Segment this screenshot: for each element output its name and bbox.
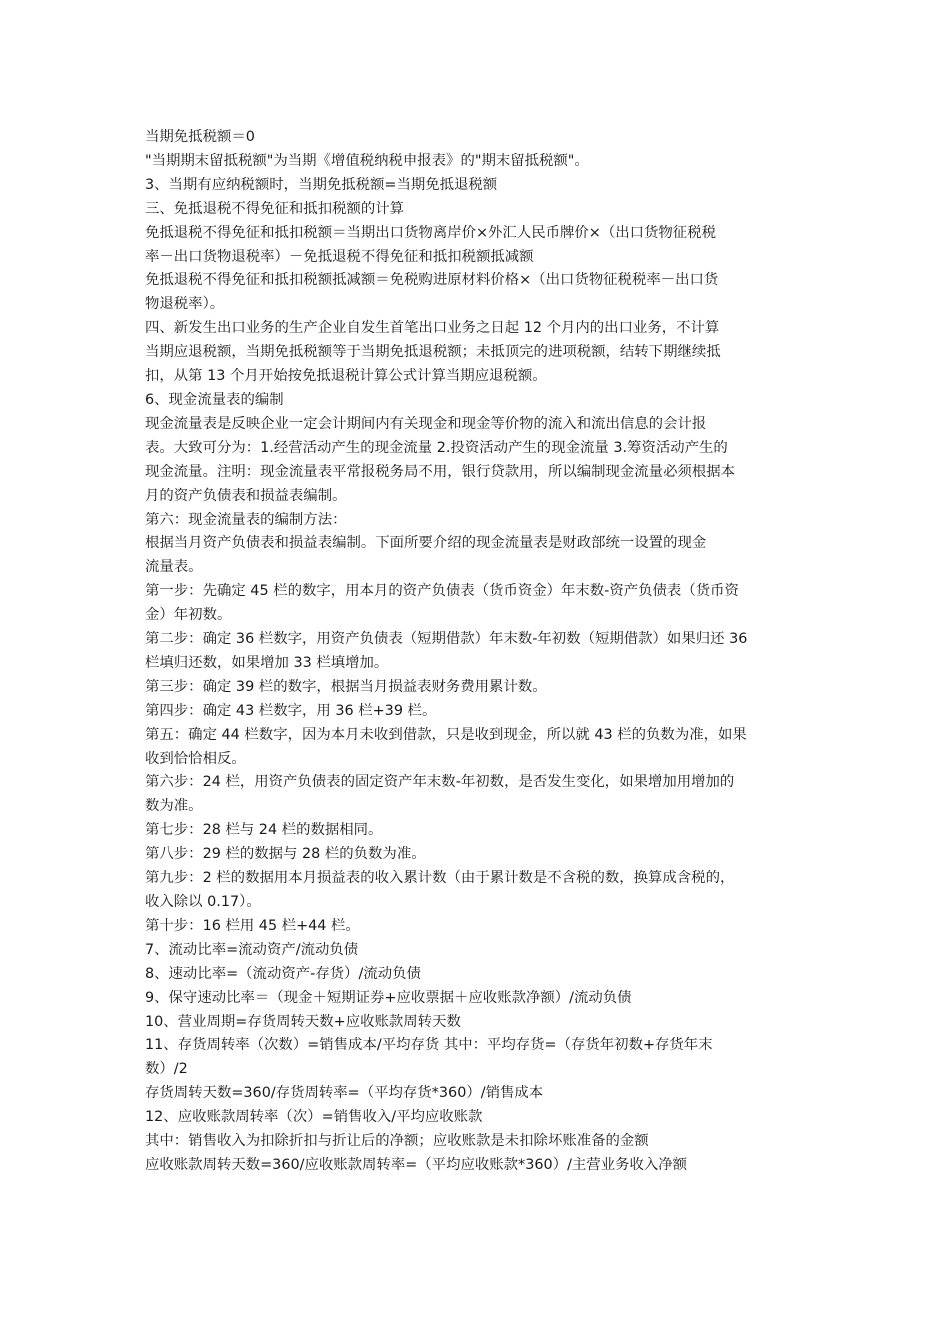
text-line: 第六步：24 栏，用资产负债表的固定资产年末数-年初数，是否发生变化，如果增加用增加的 bbox=[145, 774, 735, 791]
paragraph bbox=[145, 389, 813, 413]
paragraph bbox=[145, 771, 813, 819]
text-line: 数为准。 bbox=[145, 798, 203, 815]
paragraph bbox=[145, 1034, 813, 1082]
paragraph bbox=[145, 867, 813, 915]
text-line: 存货周转天数=360/存货周转率=（平均存货*360）/销售成本 bbox=[145, 1085, 544, 1102]
paragraph bbox=[145, 317, 813, 389]
text-line: 7、流动比率=流动资产/流动负债 bbox=[145, 941, 359, 958]
paragraph bbox=[145, 939, 813, 963]
paragraph bbox=[145, 1154, 813, 1178]
paragraph bbox=[145, 269, 813, 317]
text-line: 免抵退税不得免征和抵扣税额抵减额＝免税购进原材料价格×（出口货物征税税率－出口货 bbox=[145, 272, 719, 289]
text-line: 收到恰恰相反。 bbox=[145, 750, 246, 767]
text-line: 表。大致可分为：1.经营活动产生的现金流量 2.投资活动产生的现金流量 3.筹资活动产生的 bbox=[145, 439, 728, 456]
text-line: 第九步：2 栏的数据用本月损益表的收入累计数（由于累计数是不含税的数，换算成含税的， bbox=[145, 870, 735, 887]
text-line: 第十步：16 栏用 45 栏+44 栏。 bbox=[145, 917, 360, 934]
text-line: 第七步：28 栏与 24 栏的数据相同。 bbox=[145, 822, 383, 839]
paragraph bbox=[145, 676, 813, 700]
text-line: 免抵退税不得免征和抵扣税额＝当期出口货物离岸价×外汇人民币牌价×（出口货物征税税 bbox=[145, 224, 716, 241]
paragraph bbox=[145, 509, 813, 533]
text-line: "当期期末留抵税额"为当期《增值税纳税申报表》的"期末留抵税额"。 bbox=[145, 152, 589, 169]
document-page bbox=[145, 126, 813, 1178]
text-line: 应收账款周转天数=360/应收账款周转率=（平均应收账款*360）/主营业务收入净额 bbox=[145, 1156, 688, 1173]
text-line: 根据当月资产负债表和损益表编制。下面所要介绍的现金流量表是财政部统一设置的现金 bbox=[145, 535, 707, 552]
text-line: 第五：确定 44 栏数字，因为本月未收到借款，只是收到现金，所以就 43 栏的负数为准，如果 bbox=[145, 726, 747, 743]
text-line: 当期应退税额，当期免抵税额等于当期免抵退税额；未抵顶完的进项税额，结转下期继续抵 bbox=[145, 344, 721, 361]
paragraph bbox=[145, 580, 813, 628]
text-line: 8、速动比率=（流动资产-存货）/流动负债 bbox=[145, 965, 421, 982]
text-line: 第二步：确定 36 栏数字，用资产负债表（短期借款）年末数-年初数（短期借款）如果归还 36 bbox=[145, 631, 748, 648]
text-line: 三、免抵退税不得免征和抵扣税额的计算 bbox=[145, 200, 405, 217]
text-line: 第三步：确定 39 栏的数字，根据当月损益表财务费用累计数。 bbox=[145, 678, 547, 695]
paragraph bbox=[145, 628, 813, 676]
text-line: 10、营业周期=存货周转天数+应收账款周转天数 bbox=[145, 1013, 461, 1030]
text-line: 月的资产负债表和损益表编制。 bbox=[145, 487, 347, 504]
paragraph bbox=[145, 413, 813, 509]
paragraph bbox=[145, 700, 813, 724]
paragraph bbox=[145, 150, 813, 174]
text-line: 12、应收账款周转率（次）=销售收入/平均应收账款 bbox=[145, 1109, 483, 1126]
text-line: 第一步：先确定 45 栏的数字，用本月的资产负债表（货币资金）年末数-资产负债表（货币资 bbox=[145, 583, 739, 600]
text-line: 栏填归还数，如果增加 33 栏填增加。 bbox=[145, 654, 389, 671]
paragraph bbox=[145, 1011, 813, 1035]
text-line: 11、存货周转率（次数）=销售成本/平均存货 其中：平均存货=（存货年初数+存货年末 bbox=[145, 1037, 713, 1054]
text-line: 数）/2 bbox=[145, 1061, 188, 1078]
text-line: 6、现金流量表的编制 bbox=[145, 391, 284, 408]
text-line: 现金流量表是反映企业一定会计期间内有关现金和现金等价物的流入和流出信息的会计报 bbox=[145, 415, 707, 432]
paragraph bbox=[145, 819, 813, 843]
paragraph bbox=[145, 532, 813, 580]
text-line: 四、新发生出口业务的生产企业自发生首笔出口业务之日起 12 个月内的出口业务，不计算 bbox=[145, 320, 720, 337]
text-line: 率－出口货物退税率）－免抵退税不得免征和抵扣税额抵减额 bbox=[145, 248, 534, 265]
text-line: 现金流量。注明：现金流量表平常报税务局不用，银行贷款用，所以编制现金流量必须根据本 bbox=[145, 463, 736, 480]
text-line: 物退税率）。 bbox=[145, 296, 225, 313]
paragraph bbox=[145, 987, 813, 1011]
text-line: 第六：现金流量表的编制方法： bbox=[145, 511, 347, 528]
text-line: 收入除以 0.17）。 bbox=[145, 894, 261, 910]
paragraph bbox=[145, 1106, 813, 1130]
text-line: 流量表。 bbox=[145, 559, 203, 576]
text-line: 3、当期有应纳税额时，当期免抵税额=当期免抵退税额 bbox=[145, 176, 498, 193]
text-line: 第八步：29 栏的数据与 28 栏的负数为准。 bbox=[145, 846, 426, 863]
paragraph bbox=[145, 915, 813, 939]
text-line: 第四步：确定 43 栏数字，用 36 栏+39 栏。 bbox=[145, 702, 437, 719]
text-line: 9、保守速动比率＝（现金＋短期证券+应收票据＋应收账款净额）/流动负债 bbox=[145, 989, 632, 1006]
paragraph bbox=[145, 126, 813, 150]
paragraph bbox=[145, 1082, 813, 1106]
text-line: 金）年初数。 bbox=[145, 607, 232, 624]
paragraph bbox=[145, 198, 813, 222]
paragraph bbox=[145, 724, 813, 772]
paragraph bbox=[145, 1130, 813, 1154]
text-line: 其中：销售收入为扣除折扣与折让后的净额；应收账款是未扣除坏账准备的金额 bbox=[145, 1133, 649, 1150]
paragraph bbox=[145, 222, 813, 270]
paragraph bbox=[145, 174, 813, 198]
text-line: 扣，从第 13 个月开始按免抵退税计算公式计算当期应退税额。 bbox=[145, 368, 547, 385]
paragraph bbox=[145, 843, 813, 867]
text-line: 当期免抵税额＝0 bbox=[145, 129, 255, 145]
paragraph bbox=[145, 963, 813, 987]
